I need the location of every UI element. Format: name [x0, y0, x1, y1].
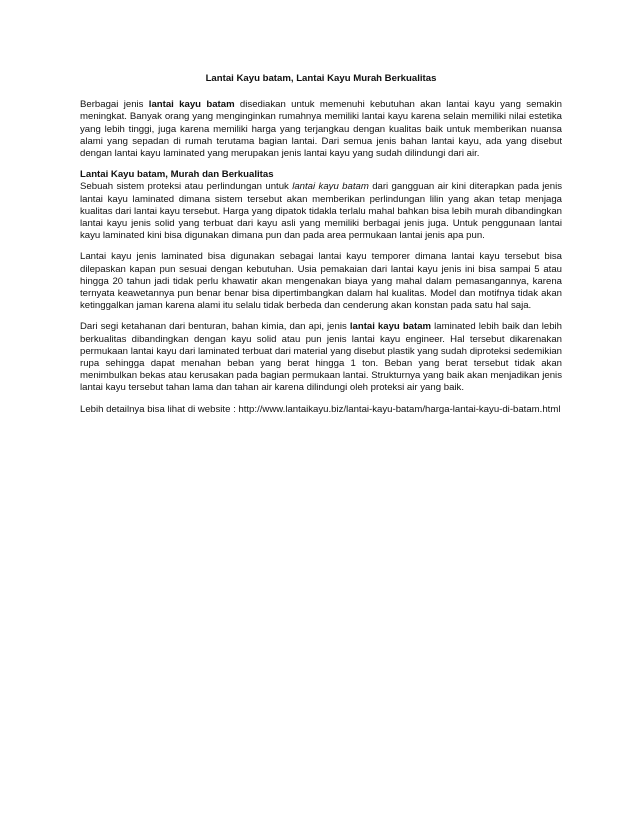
protection-text-rest: dari gangguan air kini diterapkan pada jenis lantai kayu laminated dimana sistem tersebut akan memberikan perlindungan lilin yang akan tetap menjaga kualitas dari lantai kayu tersebut. Harga yang dipatok tidakla terlalu mahal bahkan bisa lebih murah dibandingkan lantai kayu jenis solid yang terbuat dari kayu asli yang memiliki berbagai jenis juga. Untuk penggunaan lantai kayu laminated kini bisa digunakan dimana pun dan pada area permukaan lantai jenis apa pun. — [80, 181, 563, 242]
intro-paragraph — [80, 99, 562, 160]
durability-text-start: Dari segi ketahanan dari benturan, bahan kimia, dan api, jenis — [80, 321, 350, 333]
durability-text-rest: laminated lebih baik dan lebih berkualitas dibandingkan dengan kayu solid atau pun jenis lantai kayu engineer. Hal tersebut dikarenakan permukaan lantai kayu dari laminated terbuat dari material yang disebut plastik yang sudah diproteksi sedemikian rupa sehingga dapat menahan beban yang berat hingga 1 ton. Beban yang berat tersebut tidak akan menimbulkan bekas atau kerusakan pada bagian permukaan lantai. Strukturnya yang baik akan menjadikan jenis lantai kayu tersebut tahan lama dan tahan air karena dilindungi oleh proteksi air yang baik. — [80, 321, 562, 394]
durability-paragraph — [80, 321, 562, 394]
keyword-bold-2: lantai kayu batam — [349, 321, 432, 333]
temporary-floor-paragraph: Lantai kayu jenis laminated bisa digunakan sebagai lantai kayu temporer dimana lantai kayu tersebut bisa dilepaskan kapan pun sesuai dengan kebutuhan. Usia pemakaian dari lantai kayu jenis ini bisa sampai 5 atau hingga 20 tahun jadi tidak perlu khawatir akan mengenakan biaya yang mahal dalam pemasangannya, karena ternyata keawetannya pun benar benar bisa dipertimbangkan dalam hal kualitas. Model dan motifnya tidak akan ketinggalkan jaman karena alami itu selalu tidak berbeda dan cenderung akan konstan pada satu hal saja. — [80, 251, 562, 312]
keyword-italic: lantai kayu batam — [292, 181, 369, 193]
website-paragraph: Lebih detailnya bisa lihat di website : http://www.lantaikayu.biz/lantai-kayu-batam/harga-lantai-kayu-di-batam.html — [80, 403, 561, 415]
document-title: Lantai Kayu batam, Lantai Kayu Murah Berkualitas — [205, 73, 437, 84]
intro-text-rest: disediakan untuk memenuhi kebutuhan akan lantai kayu yang semakin meningkat. Banyak orang yang menginginkan rumahnya memiliki lantai kayu karena selain memiliki nilai estetika yang lebih tinggi, juga karena memiliki harga yang terjangkau dengan kualitas baik untuk memberikan nuansa alami yang sepadan di rumah terutama bagian lantai. Dari semua jenis bahan lantai kayu, ada yang disebut dengan lantai kayu laminated yang merupakan jenis lantai kayu yang sudah dilindungi dari air. — [80, 99, 562, 160]
protection-paragraph — [80, 181, 562, 242]
intro-text-start: Berbagai jenis — [80, 99, 149, 111]
keyword-bold: lantai kayu batam — [148, 99, 235, 111]
protection-text-start: Sebuah sistem proteksi atau perlindungan untuk — [80, 181, 293, 193]
section-heading: Lantai Kayu batam, Murah dan Berkualitas — [80, 169, 274, 181]
document-page — [80, 73, 562, 425]
